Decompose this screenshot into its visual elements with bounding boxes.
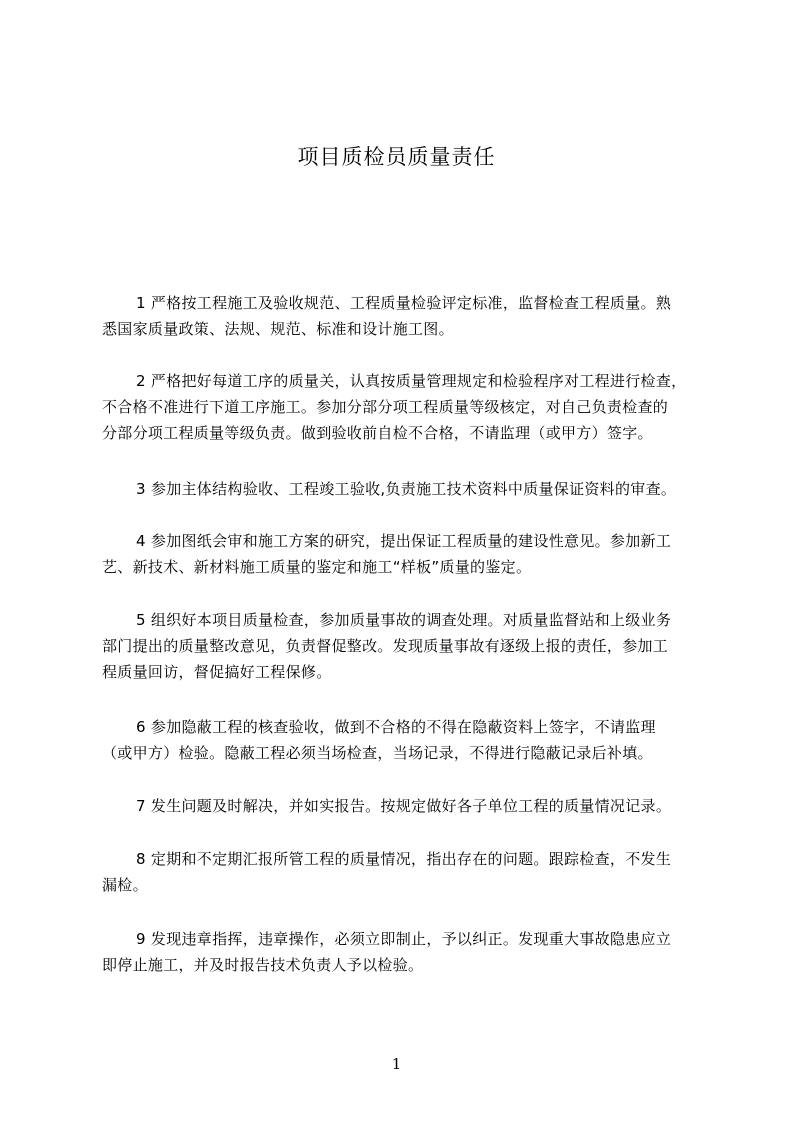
clause-1 — [102, 290, 704, 342]
clause-line: 即停止施工，并及时报告技术负责人予以检验。 — [102, 956, 424, 974]
clause-7 — [102, 793, 704, 819]
clause-line: 漏检。 — [102, 876, 148, 894]
page-number: 1 — [391, 1055, 402, 1073]
clause-8 — [102, 846, 704, 898]
clause-line: 艺、新技术、新材料施工质量的鉴定和施工“样板”质量的鉴定。 — [102, 558, 532, 576]
clause-line: 9 发现违章指挥，违章操作，必须立即制止，予以纠正。发现重大事故隐患应立 — [136, 930, 672, 948]
clause-2 — [102, 368, 704, 446]
clause-line: 8 定期和不定期汇报所管工程的质量情况，指出存在的问题。跟踪检查，不发生 — [136, 850, 672, 868]
clause-line: 3 参加主体结构验收、工程竣工验收,负责施工技术资料中质量保证资料的审查。 — [136, 480, 677, 498]
page-title: 项目质检员质量责任 — [297, 145, 496, 169]
clause-line: 6 参加隐蔽工程的核查验收，做到不合格的不得在隐蔽资料上签字，不请监理 — [136, 718, 656, 736]
clause-line: 程质量回访，督促搞好工程保修。 — [102, 663, 332, 681]
clause-9 — [102, 926, 704, 978]
clause-line: 7 发生问题及时解决，并如实报告。按规定做好各子单位工程的质量情况记录。 — [136, 797, 672, 815]
clause-line: （或甲方）检验。隐蔽工程必须当场检查，当场记录，不得进行隐蔽记录后补填。 — [102, 744, 653, 762]
clause-line: 5 组织好本项目质量检查，参加质量事故的调查处理。对质量监督站和上级业务 — [136, 611, 672, 629]
clause-4 — [102, 528, 704, 580]
clause-3 — [102, 476, 704, 502]
clause-line: 2 严格把好每道工序的质量关，认真按质量管理规定和检验程序对工程进行检查， — [136, 372, 687, 390]
clause-5 — [102, 607, 704, 685]
clause-line: 不合格不准进行下道工序施工。参加分部分项工程质量等级核定，对自己负责检查的 — [102, 398, 669, 416]
clause-line: 分部分项工程质量等级负责。做到验收前自检不合格，不请监理（或甲方）签字。 — [102, 424, 653, 442]
clause-line: 悉国家质量政策、法规、规范、标准和设计施工图。 — [102, 320, 454, 338]
clause-line: 4 参加图纸会审和施工方案的研究，提出保证工程质量的建设性意见。参加新工 — [136, 532, 672, 550]
clause-line: 1 严格按工程施工及验收规范、工程质量检验评定标准，监督检查工程质量。熟 — [136, 294, 672, 312]
clause-line: 部门提出的质量整改意见，负责督促整改。发现质量事故有逐级上报的责任，参加工 — [102, 637, 669, 655]
clause-6 — [102, 714, 704, 766]
